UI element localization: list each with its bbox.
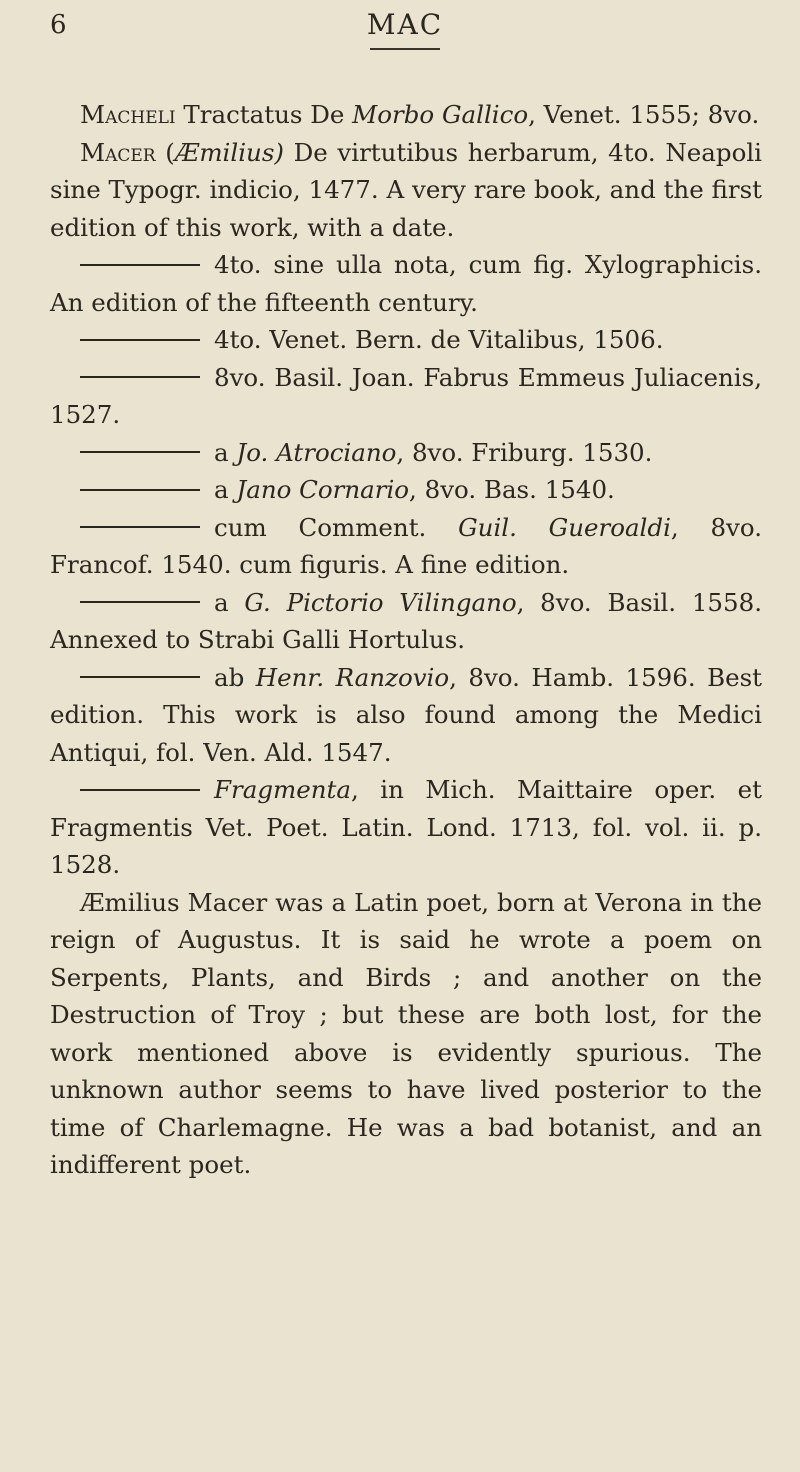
entry-edition: a G. Pictorio Vilingano, 8vo. Basil. 1558. Annexed to Strabi Galli Hortulus.: [50, 587, 762, 654]
entry-edition: ab Henr. Ranzovio, 8vo. Hamb. 1596. Best edition. This work is also found among the Medici Antiqui, fol. Ven. Ald. 1547.: [50, 662, 762, 767]
ditto-dash: [80, 489, 200, 491]
page-header: [0, 8, 800, 58]
ditto-dash: [80, 526, 200, 528]
ditto-dash: [80, 676, 200, 678]
entry-edition: 8vo. Basil. Joan. Fabrus Emmeus Juliacenis, 1527.: [50, 362, 762, 429]
running-head: MAC: [366, 8, 444, 41]
entry-edition: 4to. Venet. Bern. de Vitalibus, 1506.: [50, 321, 762, 359]
biographical-note: Æmilius Macer was a Latin poet, born at Verona in the reign of Augustus. It is said he wrote a poem on Serpents, Plants, and Birds ; and another on the Destruction of Troy ; but these are both lost, for the work mentioned above is evidently spurious. The unknown author seems to have lived posterior to the time of Charlemagne. He was a bad botanist, and an indifferent poet.: [50, 887, 762, 1179]
entry-edition: 4to. sine ulla nota, cum fig. Xylographicis. An edition of the fifteenth century.: [50, 250, 762, 317]
ditto-dash: [80, 601, 200, 603]
ditto-dash: [80, 339, 200, 341]
ditto-dash: [80, 264, 200, 266]
ditto-dash: [80, 451, 200, 453]
entry-macer: Macer (Æmilius) De virtutibus herbarum, 4to. Neapoli sine Typogr. indicio, 1477. A very rare book, and the first edition of this work, with a date.: [50, 137, 762, 242]
entry-edition: a Jo. Atrociano, 8vo. Friburg. 1530.: [50, 434, 762, 472]
text-body: [50, 96, 762, 1184]
entry-edition: a Jano Cornario, 8vo. Bas. 1540.: [50, 471, 762, 509]
page-number: 6: [50, 10, 67, 40]
entry-edition: Fragmenta, in Mich. Maittaire oper. et Fragmentis Vet. Poet. Latin. Lond. 1713, fol. vol. ii. p. 1528.: [50, 775, 762, 879]
ditto-dash: [80, 789, 200, 791]
ditto-dash: [80, 376, 200, 378]
entry-edition: cum Comment. Guil. Gueroaldi, 8vo. Francof. 1540. cum figuris. A fine edition.: [50, 512, 762, 579]
entry-macheli: Macheli Tractatus De Morbo Gallico, Venet. 1555; 8vo.: [80, 100, 760, 129]
header-rule: [370, 48, 440, 50]
